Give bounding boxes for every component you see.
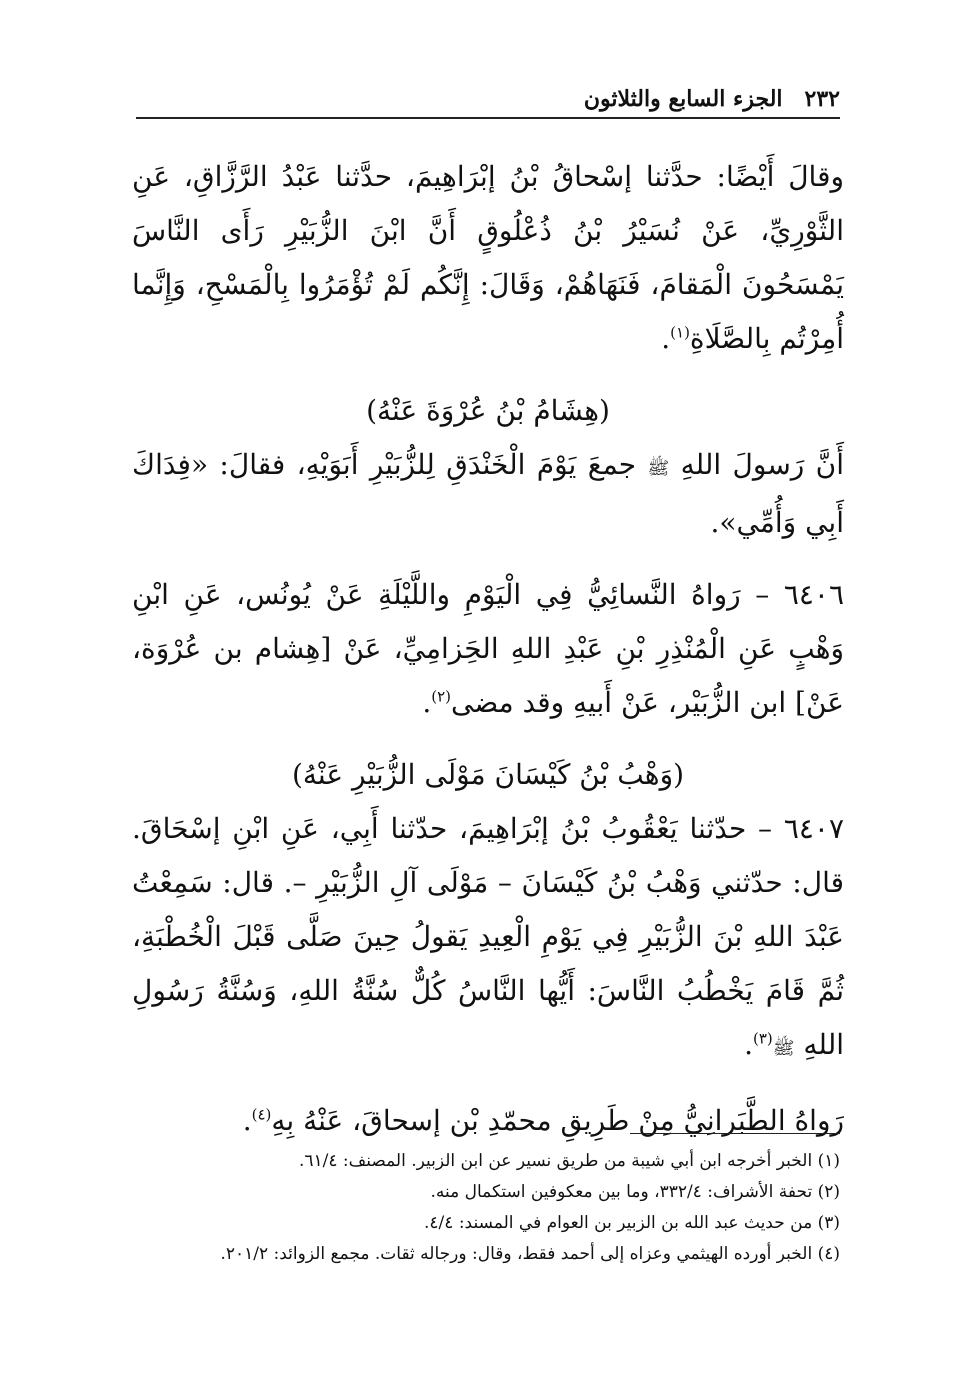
running-head bbox=[136, 76, 840, 112]
footnote-ref-2: (٢) bbox=[431, 687, 451, 706]
footnote-divider bbox=[630, 1133, 840, 1134]
paragraph-end: . bbox=[744, 1028, 753, 1061]
footnotes bbox=[118, 1146, 840, 1270]
footnote-ref-3: (٣) bbox=[752, 1029, 773, 1048]
section-heading-wahb: (وَهْبُ بْنُ كَيْسَانَ مَوْلَى الزُّبَيْرِ عَنْهُ) bbox=[291, 758, 685, 791]
paragraph-end: . bbox=[422, 686, 432, 719]
paragraph-khandaq bbox=[132, 438, 844, 550]
salawat-glyph: ﷺ bbox=[647, 458, 670, 479]
footnote-ref-1: (١) bbox=[670, 323, 690, 342]
paragraph-text: أَنَّ رَسولَ اللهِ bbox=[680, 448, 845, 481]
paragraph-text: وقالَ أَيْضًا: حدَّثنا إسْحاقُ بْنُ إبْرَاهِيمَ، حدَّثنا عَبْدُ الرَّزَّاقِ، عَنِ الثَّوْرِيِّ، عَنْ نُسَيْرُ بْنُ ذُعْلُوقٍ أَنَّ ابْنَ الزُّبَيْرِ رَأَى النَّاسَ يَمْسَحُونَ الْمَقامَ، فَنَهَاهُمْ، وَقَالَ: إِنَّكُم لَمْ تُؤْمَرُوا بِالْمَسْحِ، وَإِنَّما أُمِرْتُم بِالصَّلَاةِ bbox=[132, 160, 844, 355]
paragraph-text: رَواهُ الطَّبَرانِيُّ مِنْ طَرِيقِ محمّدِ بْن إسحاقَ، عَنْهُ بِهِ bbox=[271, 1104, 844, 1137]
paragraph-end: . bbox=[242, 1104, 252, 1137]
paragraph-text: جمعَ يَوْمَ الْخَنْدَقِ لِلزُّبَيْرِ أَبَوَيْهِ، فقالَ: «فِدَاكَ أَبِي وَأُمِّي». bbox=[132, 448, 844, 539]
volume-title: الجزء السابع والثلاثون bbox=[583, 86, 783, 112]
footnote-4: (٤) الخبر أورده الهيثمي وعزاه إلى أحمد فقط، وقال: ورجاله ثقات. مجمع الزوائد: ٢٠١/٢. bbox=[220, 1244, 840, 1264]
paragraph-text: ٦٤٠٧ – حدّثنا يَعْقُوبُ بْنُ إبْرَاهِيمَ، حدّثنا أَبِي، عَنِ ابْنِ إسْحَاقَ. قال: حدّثني وَهْبُ بْنُ كَيْسَانَ – مَوْلَى آلِ الزُّبَيْرِ –. قال: سَمِعْتُ عَبْدَ اللهِ بْنَ الزُّبَيْرِ فِي يَوْمِ الْعِيدِ يَقولُ حِينَ صَلَّى قَبْلَ الْخُطْبَةِ، ثُمَّ قَامَ يَخْطُبُ النَّاسَ: أَيُّها النَّاسُ كُلٌّ سُنَّةُ اللهِ، وَسُنَّةُ رَسُولِ اللهِ bbox=[132, 812, 844, 1061]
salawat-glyph: ﷺ bbox=[772, 1038, 795, 1059]
paragraph-text: ٦٤٠٦ – رَواهُ النَّسائِيُّ فِي الْيَوْمِ واللَّيْلَةِ عَنْ يُونُس، عَنِ ابْنِ وَهْبٍ عَنِ الْمُنْذِرِ بْنِ عَبْدِ اللهِ الحَِزامِيِّ، عَنْ [هِشام بن عُرْوَة، عَنْ] ابن الزُّبَيْر، عَنْ أَبيهِ وقد مضى bbox=[132, 578, 844, 719]
paragraph-tabarani bbox=[132, 1094, 844, 1148]
footnote-1: (١) الخبر أخرجه ابن أبي شيبة من طريق نسير عن ابن الزبير. المصنف: ٦١/٤. bbox=[298, 1151, 840, 1171]
main-text bbox=[132, 150, 844, 1148]
footnote-ref-4: (٤) bbox=[251, 1105, 272, 1124]
header-divider bbox=[136, 117, 840, 119]
hadith-6406 bbox=[132, 568, 844, 730]
hadith-6407 bbox=[132, 802, 844, 1076]
paragraph-thawri-report bbox=[132, 150, 844, 366]
footnote-3: (٣) من حديث عبد الله بن الزبير بن العوام في المسند: ٤/٤. bbox=[424, 1213, 840, 1233]
paragraph-end: . bbox=[661, 322, 671, 355]
page-number: ٢٣٢ bbox=[804, 86, 840, 112]
footnote-2: (٢) تحفة الأشراف: ٣٣٢/٤، وما بين معكوفين استكمال منه. bbox=[430, 1182, 840, 1202]
section-heading-hisham: (هِشَامُ بْنُ عُرْوَةَ عَنْهُ) bbox=[366, 394, 610, 427]
